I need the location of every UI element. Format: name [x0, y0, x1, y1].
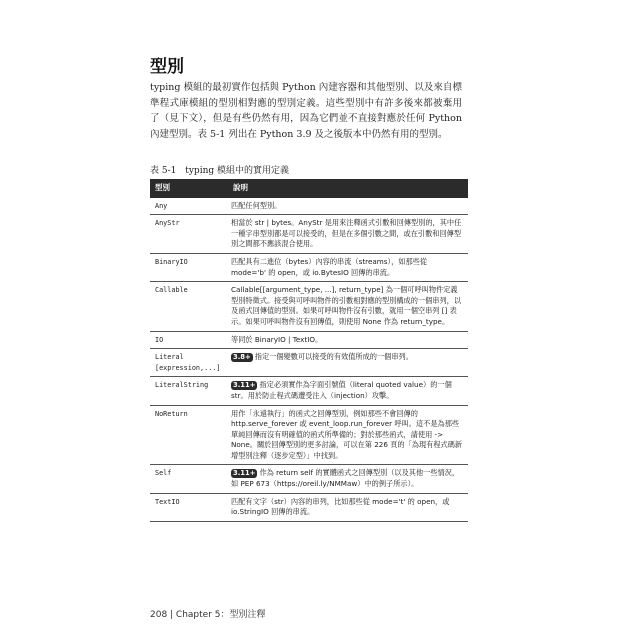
type-name-cell: LiteralString — [150, 377, 228, 405]
description-cell — [228, 198, 468, 215]
type-name-cell: Callable — [150, 282, 228, 331]
description-text: 等同於 BinaryIO | TextIO。 — [231, 334, 323, 344]
table-row — [150, 377, 468, 405]
description-text: 相當於 str | bytes。AnyStr 是用來注釋函式引數和回傳型別的，其中任一種字串型別都是可以接受的，但是在多個引數之間，或在引數和回傳型別之間都不應該混合使用。 — [231, 218, 462, 249]
page-footer: 208 | Chapter 5：型別注釋 — [150, 610, 266, 620]
table-row — [150, 198, 468, 215]
description-text: 匹配有文字（str）內容的串列，比如那些從 mode='t' 的 open，或 io.StringIO 回傳的串流。 — [231, 496, 450, 517]
description-cell — [228, 465, 468, 493]
header-description: 說明 — [228, 179, 468, 198]
table-row — [150, 331, 468, 349]
version-badge: 3.11+ — [233, 469, 256, 478]
table-caption-text: typing 模組中的實用定義 — [185, 166, 289, 176]
header-type: 型別 — [150, 179, 228, 198]
table-header-row — [150, 179, 468, 198]
typing-definitions-table — [150, 179, 468, 522]
description-cell — [228, 331, 468, 349]
body-paragraph: typing 模組的最初實作包括與 Python 內建容器和其他型別、以及來自標準程式庫模組的型別相對應的型別定義。這些型別中有許多後來都被棄用了（見下文），但是有些仍然有用，因為它們並不直接對應於任何 Python 內建型別。表 5-1 列出在 Python 3.9 及之後版本中仍然有用的型別。 — [150, 82, 462, 140]
description-text: 作為 return self 的實體函式之回傳型別（以及其他一些情況，如 PEP 673（https://oreil.ly/NMMaw）中的例子所示）。 — [231, 468, 460, 489]
type-name-cell: Any — [150, 198, 228, 215]
type-name-cell: Self — [150, 465, 228, 493]
description-cell — [228, 405, 468, 465]
type-name-cell: NoReturn — [150, 405, 228, 465]
version-badge: 3.8+ — [233, 353, 251, 362]
description-cell — [228, 282, 468, 331]
description-text: Callable[[argument_type, ...], return_type] 為一個可呼叫物件定義型別特徵式。接受與可呼叫物件的引數相對應的型別構成的一個串列，以及函式回傳值的型別。如果可呼叫物件沒有引數，就用一個空串列 [] 表示。如果可呼叫物件沒有回傳值，則使用 None 作為 return_type。 — [231, 285, 462, 326]
type-name-cell: BinaryIO — [150, 253, 228, 281]
type-name-cell: AnyStr — [150, 215, 228, 254]
table-caption-number: 表 5-1 — [150, 166, 177, 176]
description-text: 匹配任何型別。 — [231, 200, 282, 210]
table-row — [150, 253, 468, 281]
table-row — [150, 349, 468, 377]
description-text: 指定一個變數可以接受的有效值所成的一個串列。 — [254, 352, 413, 362]
table-row — [150, 215, 468, 254]
type-name-cell: TextIO — [150, 493, 228, 521]
description-cell — [228, 493, 468, 521]
description-cell — [228, 377, 468, 405]
description-text: 用作「永遠執行」的函式之回傳型別，例如那些不會回傳的 http.serve_forever 或 event_loop.run_forever 呼叫。這不是為那些單純回傳而沒有明確值的函式所準備的；對於那些函式，請使用 -> None。關於回傳型別的更多討論，可以在第 226 頁的「為現有程式碼新增型別注釋（逐步定型）」中找到。 — [231, 408, 463, 460]
table-row — [150, 405, 468, 465]
section-title: 型別 — [150, 57, 184, 77]
table-caption — [150, 163, 295, 176]
description-text: 匹配具有二進位（bytes）內容的串流（streams），如那些從 mode='b' 的 open，或 io.BytesIO 回傳的串流。 — [231, 256, 428, 277]
description-cell — [228, 215, 468, 254]
table-row — [150, 282, 468, 331]
description-cell — [228, 253, 468, 281]
table-row — [150, 493, 468, 521]
table-row — [150, 465, 468, 493]
description-text: 指定必須實作為字面引號值（literal quoted value）的一個 str。用於防止程式碼遭受注入（injection）攻擊。 — [231, 380, 452, 400]
version-badge: 3.11+ — [233, 381, 256, 390]
description-cell — [228, 349, 468, 377]
type-name-cell: IO — [150, 331, 228, 349]
type-name-cell: Literal [expression,...] — [150, 349, 228, 377]
